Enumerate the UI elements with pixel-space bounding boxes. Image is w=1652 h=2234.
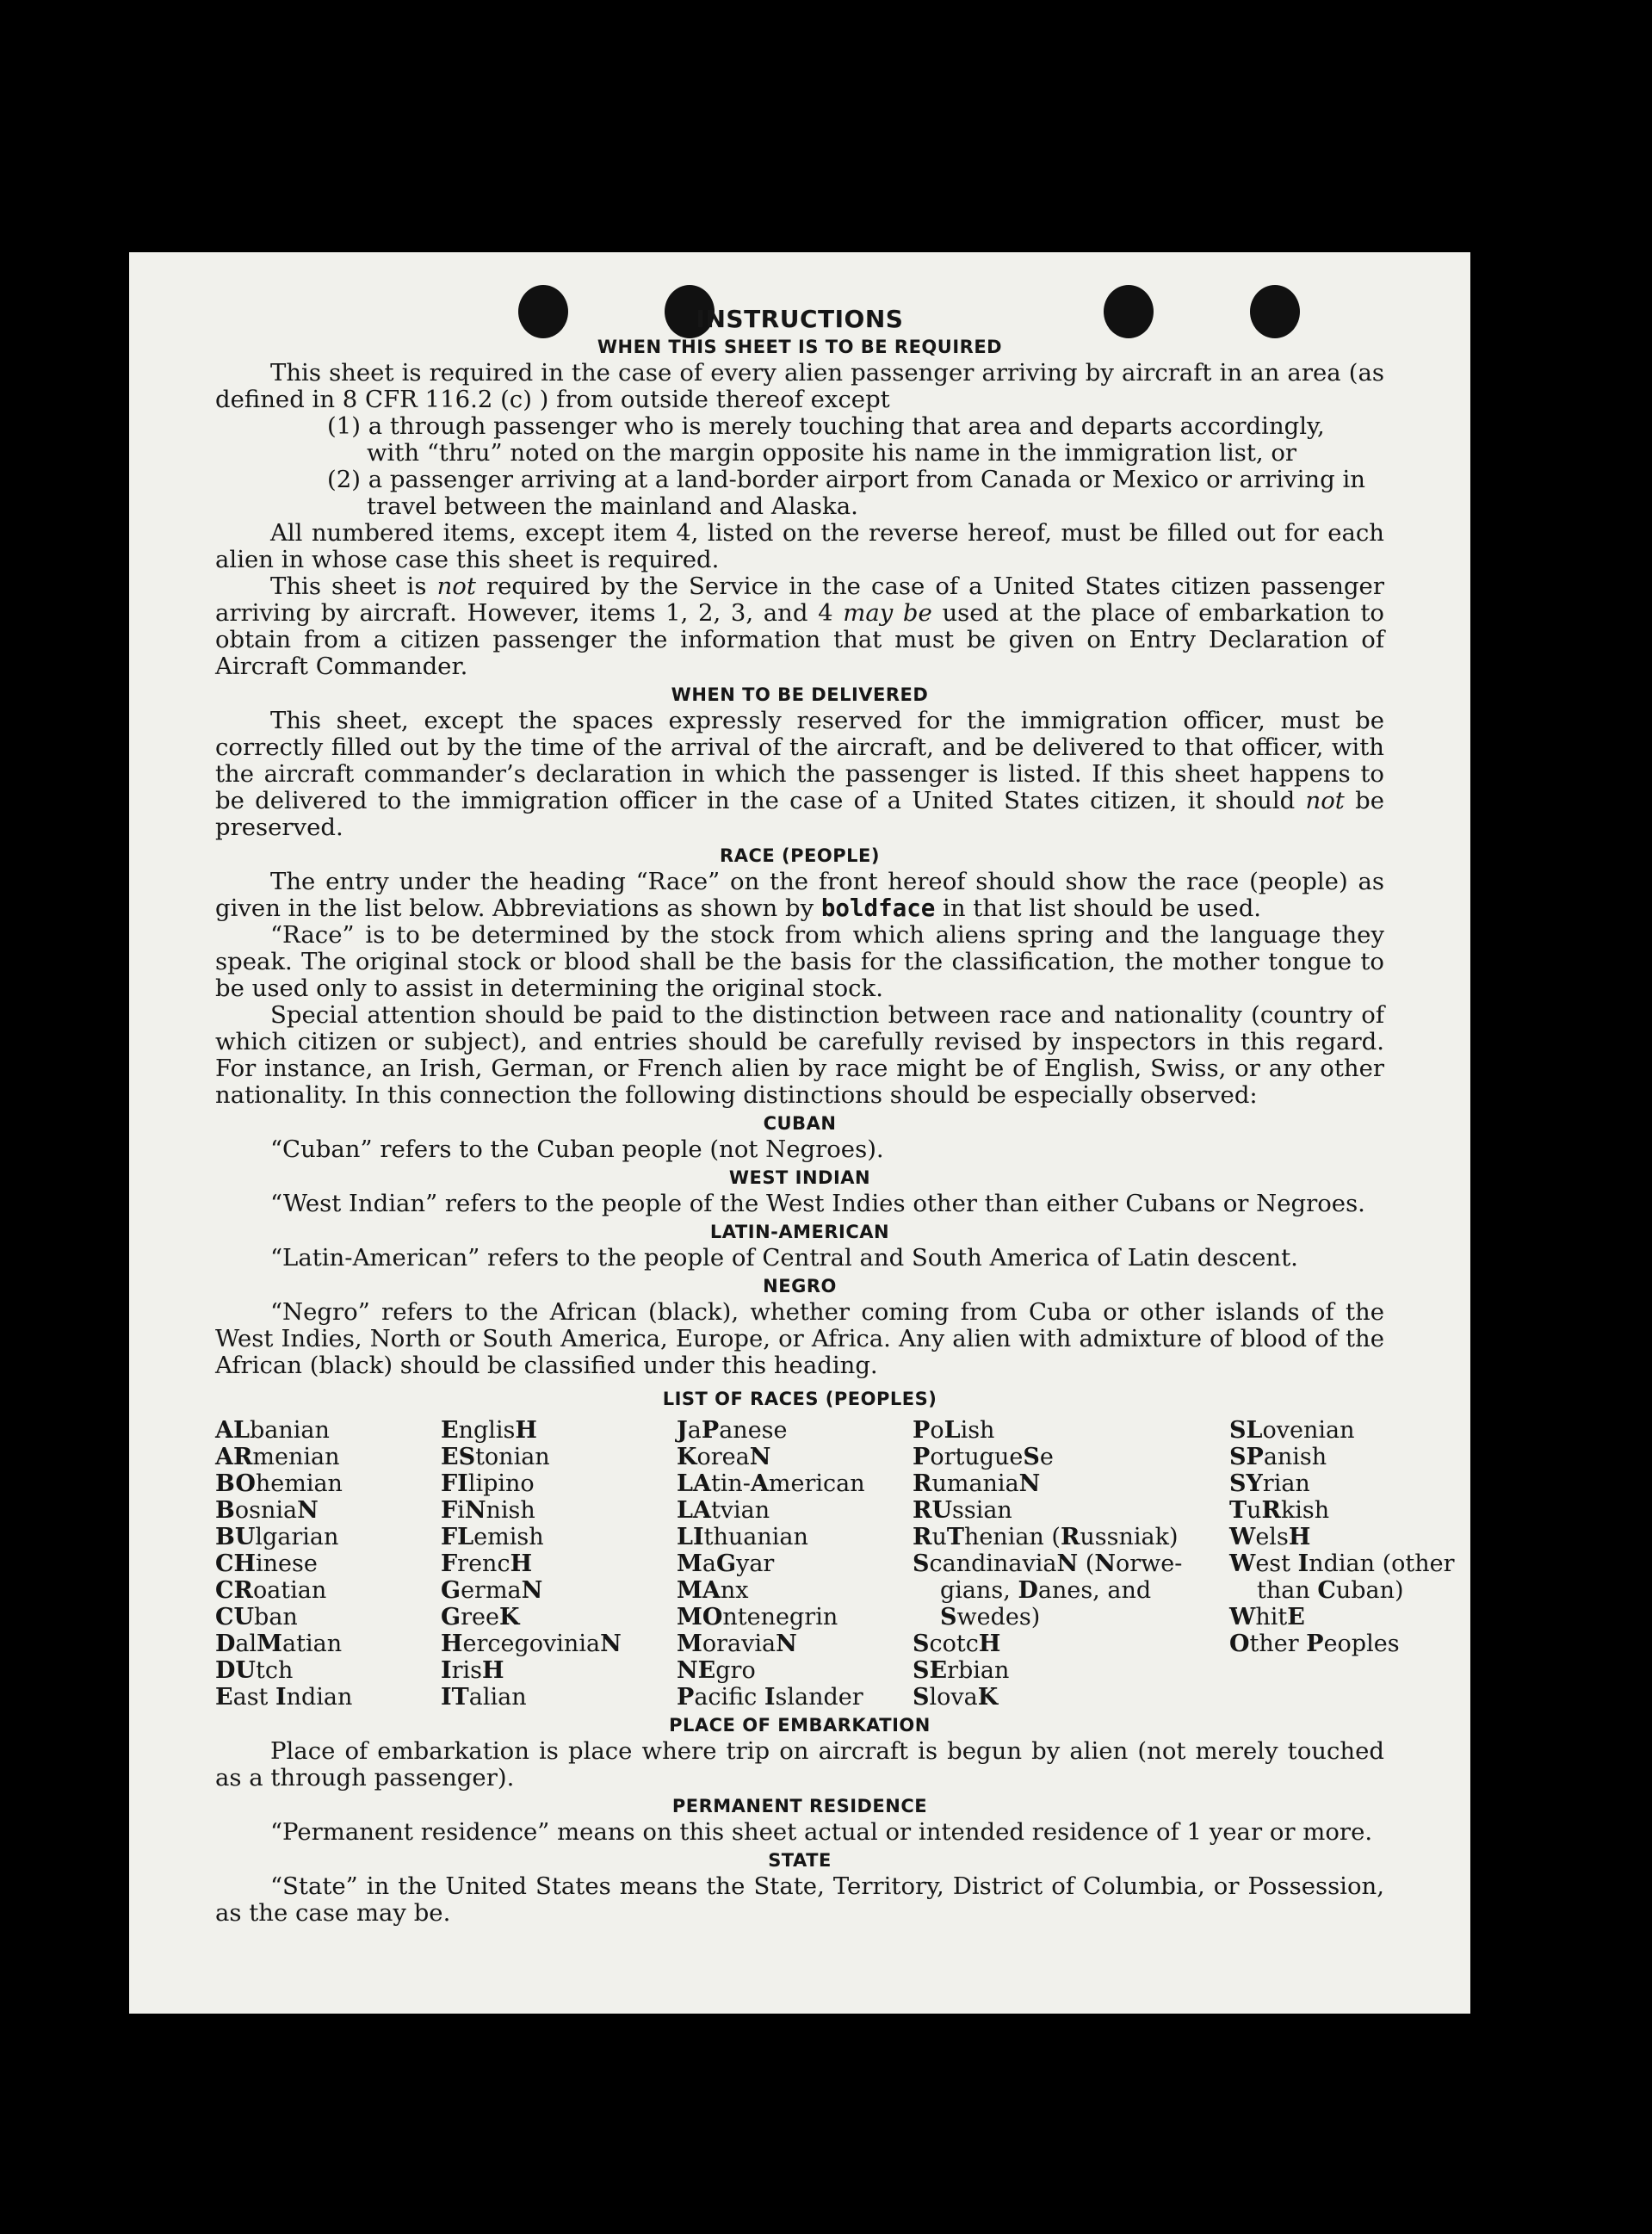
paragraph: “State” in the United States means the State, Territory, District of Columbia, or Possession, as the case may be.	[215, 1872, 1384, 1927]
heading-state: STATE	[768, 1850, 832, 1871]
race-entry: SlovaK	[913, 1684, 999, 1711]
race-entry: FiNnish	[441, 1497, 535, 1524]
race-entry: BosniaN	[215, 1497, 319, 1524]
race-entry: Other Peoples	[1229, 1631, 1400, 1657]
paragraph: This sheet is required in the case of every alien passenger arriving by aircraft in an area (as defined in 8 CFR 116.2 (c) ) from outside thereof except	[215, 359, 1384, 413]
race-entry: LIthuanian	[677, 1524, 808, 1550]
heading-embarkation: PLACE OF EMBARKATION	[669, 1715, 931, 1736]
race-entry: FrencH	[441, 1550, 533, 1577]
heading-cuban: CUBAN	[763, 1113, 837, 1134]
paragraph: “Cuban” refers to the Cuban people (not Negroes).	[270, 1136, 884, 1163]
race-entry: WhitE	[1229, 1604, 1305, 1631]
race-entry: CHinese	[215, 1550, 318, 1577]
race-column	[441, 1417, 677, 1711]
paragraph: “Latin-American” refers to the people of Central and South America of Latin descent.	[270, 1244, 1298, 1272]
heading-latin-american: LATIN-AMERICAN	[709, 1222, 890, 1242]
race-column	[1229, 1417, 1455, 1711]
paragraph: This sheet is not required by the Service in the case of a United States citizen passenger arriving by aircraft. However, items 1, 2, 3, and 4 may be used at the place of embarkation to obtain from a citizen passenger the information that must be given on Entry Declaration of Aircraft Commander.	[215, 572, 1384, 680]
race-entry: FLemish	[441, 1524, 544, 1550]
race-entry: CUban	[215, 1604, 298, 1631]
race-entry: ARmenian	[215, 1444, 340, 1470]
race-entry: MAnx	[677, 1577, 749, 1604]
race-column	[215, 1417, 441, 1711]
race-entry: RUssian	[913, 1497, 1012, 1524]
race-entry: LAtin-American	[677, 1470, 865, 1497]
race-entry: TuRkish	[1229, 1497, 1330, 1524]
race-entry: West Indian (other	[1229, 1550, 1455, 1577]
race-entry: SErbian	[913, 1657, 1010, 1684]
race-entry: WelsH	[1229, 1524, 1311, 1550]
heading-residence: PERMANENT RESIDENCE	[671, 1796, 928, 1816]
race-entry: FIlipino	[441, 1470, 535, 1497]
instructions-body	[215, 305, 1455, 1927]
instruction-sheet	[129, 252, 1470, 2014]
race-entry: SPanish	[1229, 1444, 1327, 1470]
race-column	[677, 1417, 913, 1711]
race-entry: EnglisH	[441, 1417, 537, 1444]
heading-race: RACE (PEOPLE)	[720, 845, 880, 866]
paragraph: Place of embarkation is place where trip on aircraft is begun by alien (not merely touched as a through passenger).	[215, 1737, 1384, 1792]
race-entry: ALbanian	[215, 1417, 330, 1444]
race-entry: NEgro	[677, 1657, 756, 1684]
race-entry: ITalian	[441, 1684, 527, 1711]
paragraph: “Negro” refers to the African (black), whether coming from Cuba or other islands of the West Indies, North or South America, Europe, or Africa. Any alien with admixture of blood of the African (black) should be classified under this heading.	[215, 1298, 1384, 1379]
heading-negro: NEGRO	[763, 1276, 837, 1296]
paragraph: The entry under the heading “Race” on the front hereof should show the race (people) as given in the list below. Abbreviations as shown by boldface in that list should be used.	[215, 868, 1384, 922]
race-entry: ScotcH	[913, 1631, 1001, 1657]
race-entry: East Indian	[215, 1684, 353, 1711]
race-entry: RuThenian (Russniak)	[913, 1524, 1179, 1550]
race-entry: SLovenian	[1229, 1417, 1355, 1444]
race-entry: GermaN	[441, 1577, 543, 1604]
heading-west-indian: WEST INDIAN	[728, 1167, 871, 1188]
race-entry: IrisH	[441, 1657, 504, 1684]
race-entry: JaPanese	[677, 1417, 788, 1444]
heading-when-delivered: WHEN TO BE DELIVERED	[671, 684, 929, 705]
race-entry: PoLish	[913, 1417, 995, 1444]
paragraph: “Permanent residence” means on this sheet actual or intended residence of 1 year or more.	[270, 1818, 1373, 1846]
race-entry: PortugueSe	[913, 1444, 1054, 1470]
paragraph: “West Indian” refers to the people of the West Indies other than either Cubans or Negroes.	[270, 1190, 1365, 1217]
race-entry: BOhemian	[215, 1470, 343, 1497]
race-entry: KoreaN	[677, 1444, 771, 1470]
race-entry: DalMatian	[215, 1631, 343, 1657]
race-entry: than Cuban)	[1257, 1577, 1404, 1604]
race-entry: gians, Danes, and	[940, 1577, 1152, 1604]
race-entry: LAtvian	[677, 1497, 770, 1524]
page-title: INSTRUCTIONS	[696, 305, 904, 333]
paragraph: This sheet, except the spaces expressly reserved for the immigration officer, must be correctly filled out by the time of the arrival of the aircraft, and be delivered to that officer, with the aircraft commander’s declaration in which the passenger is listed. If this sheet happens to be delivered to the immigration officer in the case of a United States citizen, it should not be preserved.	[215, 707, 1384, 841]
numbered-item: (2) a passenger arriving at a land-border airport from Canada or Mexico or arriving in travel between the mainland and Alaska.	[327, 466, 1365, 520]
paragraph: “Race” is to be determined by the stock from which aliens spring and the language they speak. The original stock or blood shall be the basis for the classification, the mother tongue to be used only to assist in determining the original stock.	[215, 921, 1384, 1002]
race-entry: SYrian	[1229, 1470, 1310, 1497]
race-entry: MOntenegrin	[677, 1604, 838, 1631]
numbered-item: (1) a through passenger who is merely touching that area and departs accordingly, with “thru” noted on the margin opposite his name in the immigration list, or	[327, 412, 1325, 467]
race-column	[913, 1417, 1229, 1711]
race-entry: RumaniaN	[913, 1470, 1041, 1497]
paragraph: All numbered items, except item 4, listed on the reverse hereof, must be filled out for each alien in whose case this sheet is required.	[215, 519, 1384, 573]
race-entry: DUtch	[215, 1657, 294, 1684]
race-entry: BUlgarian	[215, 1524, 339, 1550]
race-entry: EStonian	[441, 1444, 550, 1470]
race-entry: HercegovinіaN	[441, 1631, 622, 1657]
race-entry: MaGyar	[677, 1550, 775, 1577]
race-entry: Pacific Islander	[677, 1684, 863, 1711]
race-list	[215, 1417, 1455, 1711]
heading-list-of-races: LIST OF RACES (PEOPLES)	[662, 1389, 937, 1409]
race-entry: GreeK	[441, 1604, 520, 1631]
paragraph: Special attention should be paid to the distinction between race and nationality (country of which citizen or subject), and entries should be carefully revised by inspectors in this regard. For instance, an Irish, German, or French alien by race might be of English, Swiss, or any other nationality. In this connection the following distinctions should be especially observed:	[215, 1001, 1384, 1109]
race-entry: CRoatian	[215, 1577, 327, 1604]
race-entry: Swedes)	[940, 1604, 1041, 1631]
race-entry: MoraviaN	[677, 1631, 797, 1657]
heading-when-required: WHEN THIS SHEET IS TO BE REQUIRED	[597, 337, 1003, 357]
race-entry: ScandinaviaN (Norwe-	[913, 1550, 1183, 1577]
